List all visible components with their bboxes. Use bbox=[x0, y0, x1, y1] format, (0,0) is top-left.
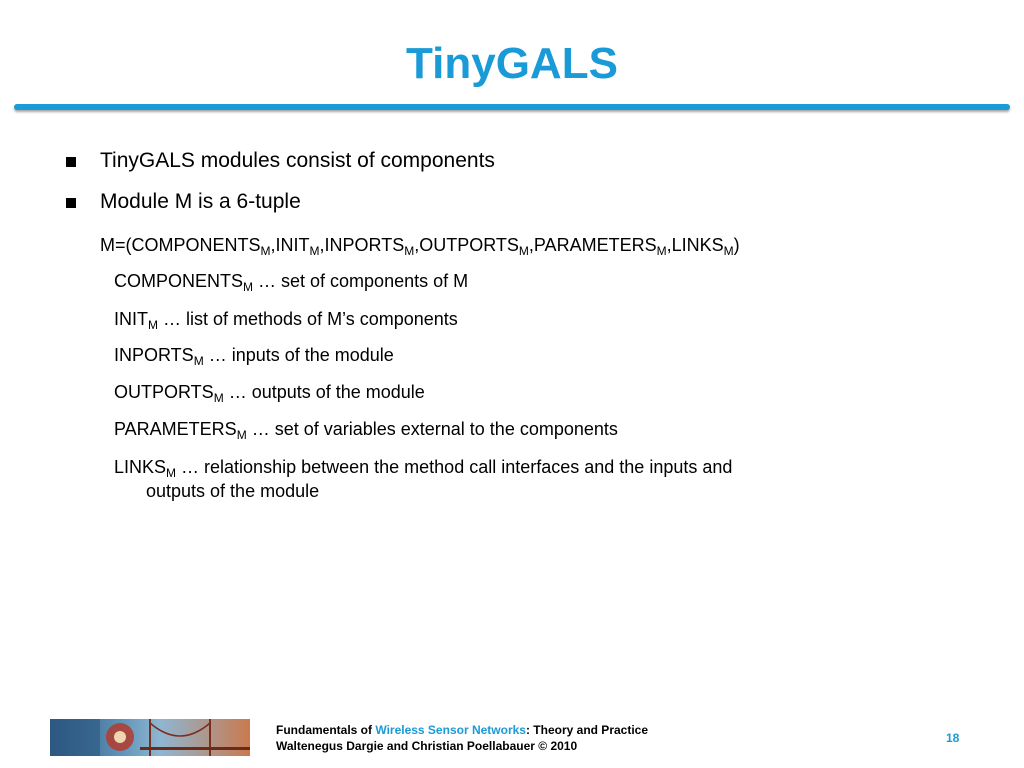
definition-item bbox=[114, 417, 618, 441]
footer-citation bbox=[276, 722, 648, 754]
tuple-part: COMPONENTS bbox=[131, 235, 261, 255]
title-divider bbox=[14, 104, 1010, 110]
definition-term: COMPONENTS bbox=[114, 271, 244, 291]
definition-term: LINKS bbox=[114, 457, 167, 477]
bullet-text: TinyGALS modules consist of components bbox=[100, 149, 495, 172]
bullet-text: Module M is a 6-tuple bbox=[100, 190, 301, 213]
tuple-subscript: M bbox=[656, 244, 667, 258]
definition-subscript: M bbox=[213, 391, 224, 405]
definition-term: INIT bbox=[114, 309, 148, 329]
footer-text-part: Fundamentals of bbox=[276, 723, 376, 737]
module-tuple-definition bbox=[100, 233, 740, 257]
page-number: 18 bbox=[946, 731, 960, 745]
footer-line-2: Waltenegus Dargie and Christian Poellabauer © 2010 bbox=[276, 739, 578, 753]
tuple-subscript: M bbox=[260, 244, 271, 258]
tuple-subscript: M bbox=[518, 244, 529, 258]
footer-banner-image bbox=[50, 719, 250, 756]
definition-subscript: M bbox=[243, 280, 254, 294]
definition-desc-continued: outputs of the module bbox=[146, 481, 320, 501]
tuple-part: ,INPORTS bbox=[319, 235, 405, 255]
tuple-subscript: M bbox=[723, 244, 734, 258]
slide-title: TinyGALS bbox=[406, 39, 618, 88]
tuple-part: ,LINKS bbox=[666, 235, 724, 255]
definition-item bbox=[114, 343, 394, 367]
square-bullet-icon bbox=[66, 198, 76, 208]
definition-item bbox=[114, 269, 468, 293]
definition-item bbox=[114, 455, 934, 503]
tuple-subscript: M bbox=[309, 244, 320, 258]
definition-desc: … list of methods of M’s components bbox=[158, 309, 458, 329]
square-bullet-icon bbox=[66, 157, 76, 167]
definition-term: OUTPORTS bbox=[114, 382, 214, 402]
tuple-part: ,OUTPORTS bbox=[414, 235, 519, 255]
definition-subscript: M bbox=[148, 318, 158, 332]
definition-subscript: M bbox=[193, 354, 204, 368]
footer-line-1 bbox=[276, 722, 648, 738]
definition-subscript: M bbox=[236, 428, 247, 442]
definition-desc: … set of components of M bbox=[253, 271, 469, 291]
tuple-part: ,PARAMETERS bbox=[528, 235, 657, 255]
definition-desc: … relationship between the method call interfaces and the inputs and bbox=[176, 457, 733, 477]
definition-term: PARAMETERS bbox=[114, 419, 237, 439]
tuple-part: ,INIT bbox=[270, 235, 310, 255]
definition-desc: … set of variables external to the components bbox=[246, 419, 618, 439]
definition-term: INPORTS bbox=[114, 345, 194, 365]
definition-item bbox=[114, 307, 458, 331]
footer-highlight: Wireless Sensor Networks bbox=[375, 723, 526, 737]
tuple-subscript: M bbox=[404, 244, 415, 258]
definition-desc: … outputs of the module bbox=[223, 382, 425, 402]
footer-text-part: : Theory and Practice bbox=[525, 723, 649, 737]
definition-desc: … inputs of the module bbox=[203, 345, 394, 365]
tuple-prefix: M=( bbox=[100, 235, 132, 255]
definition-subscript: M bbox=[166, 466, 177, 480]
definition-item bbox=[114, 380, 425, 404]
tuple-suffix: ) bbox=[733, 235, 740, 255]
